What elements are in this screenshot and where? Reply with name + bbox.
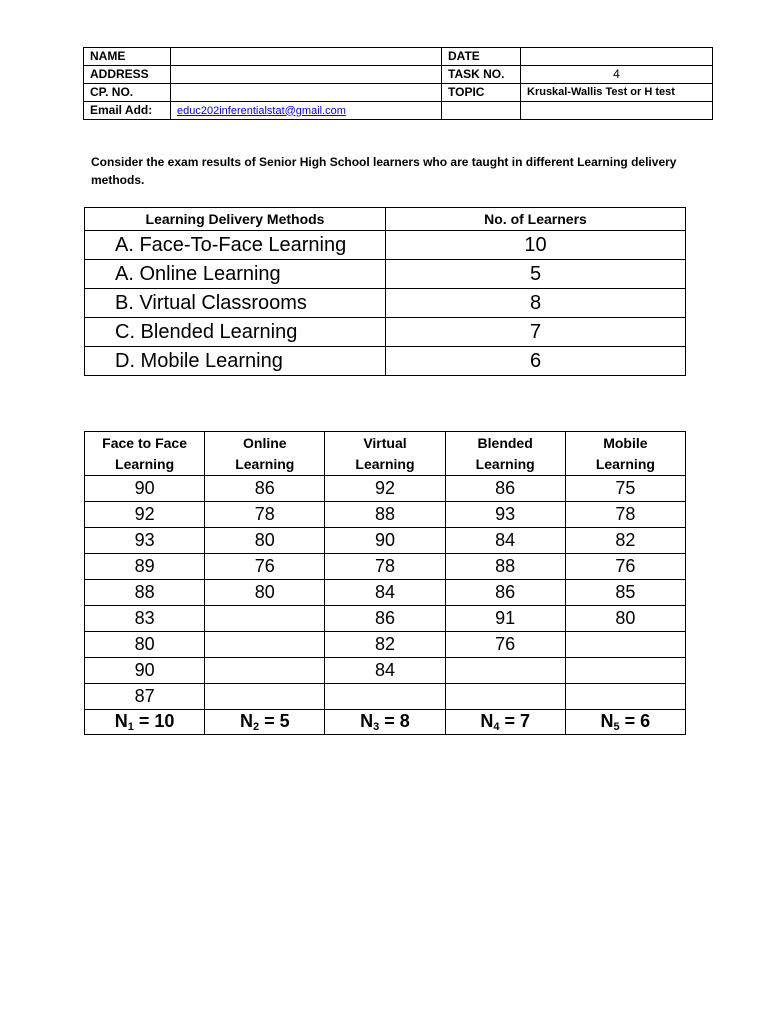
sample-size-symbol: N <box>239 711 253 731</box>
score-cell: 84 <box>325 658 445 684</box>
score-cell: 90 <box>325 528 445 554</box>
score-cell: 86 <box>325 606 445 632</box>
table-row <box>85 476 686 502</box>
score-cell <box>445 658 565 684</box>
header-line: Learning <box>235 455 295 472</box>
table-row <box>85 606 686 632</box>
email-link[interactable]: educ202inferentialstat@gmail.com <box>177 104 346 117</box>
score-cell <box>565 658 685 684</box>
sample-size-cell <box>85 710 205 735</box>
name-field[interactable] <box>171 48 442 66</box>
header-line: Learning <box>355 455 415 472</box>
sample-size-cell <box>325 710 445 735</box>
sample-size-symbol: N <box>360 711 374 731</box>
methods-header: Learning Delivery Methods <box>85 208 386 231</box>
topic-value: Kruskal-Wallis Test or H test <box>521 84 713 102</box>
score-cell <box>205 658 325 684</box>
table-row <box>85 632 686 658</box>
header-line: Blended <box>477 434 533 451</box>
delivery-methods-table <box>84 207 686 376</box>
header-line: Learning <box>115 455 175 472</box>
exam-scores-table <box>84 431 686 735</box>
sample-size-value: = 5 <box>259 711 290 731</box>
cp-label: CP. NO. <box>84 84 171 102</box>
column-header-blended <box>445 432 565 476</box>
score-cell: 76 <box>445 632 565 658</box>
email-label: Email Add: <box>84 102 171 120</box>
date-field[interactable] <box>521 48 713 66</box>
score-cell: 80 <box>205 528 325 554</box>
student-info-table <box>83 47 713 120</box>
score-cell <box>325 684 445 710</box>
learners-header: No. of Learners <box>386 208 686 231</box>
method-name: A. Face-To-Face Learning <box>85 231 386 260</box>
learner-count: 7 <box>386 318 686 347</box>
score-cell: 85 <box>565 580 685 606</box>
score-cell: 90 <box>85 658 205 684</box>
learner-count: 10 <box>386 231 686 260</box>
score-cell: 88 <box>445 554 565 580</box>
score-cell: 86 <box>205 476 325 502</box>
method-name: D. Mobile Learning <box>85 347 386 376</box>
score-cell <box>205 606 325 632</box>
empty-cell <box>521 102 713 120</box>
sample-size-symbol: N <box>600 711 614 731</box>
column-header-online <box>205 432 325 476</box>
method-name: C. Blended Learning <box>85 318 386 347</box>
topic-label: TOPIC <box>442 84 521 102</box>
score-cell: 84 <box>445 528 565 554</box>
header-line: Face to Face <box>102 434 187 451</box>
totals-row <box>85 710 686 735</box>
score-cell: 83 <box>85 606 205 632</box>
score-cell: 82 <box>325 632 445 658</box>
score-cell: 89 <box>85 554 205 580</box>
sample-size-value: = 7 <box>499 711 530 731</box>
table-row <box>85 318 686 347</box>
table-row <box>85 580 686 606</box>
score-cell: 75 <box>565 476 685 502</box>
address-label: ADDRESS <box>84 66 171 84</box>
task-label: TASK NO. <box>442 66 521 84</box>
sample-size-value: = 10 <box>133 711 175 731</box>
score-cell <box>565 632 685 658</box>
score-cell: 80 <box>85 632 205 658</box>
header-line: Learning <box>595 455 655 472</box>
sample-size-value: = 8 <box>379 711 410 731</box>
sample-size-cell <box>445 710 565 735</box>
address-field[interactable] <box>171 66 442 84</box>
score-cell: 92 <box>85 502 205 528</box>
method-name: A. Online Learning <box>85 260 386 289</box>
sample-size-subscript: 2 <box>252 721 260 733</box>
score-cell: 78 <box>205 502 325 528</box>
table-row <box>85 347 686 376</box>
sample-size-value: = 6 <box>619 711 651 731</box>
table-row <box>85 260 686 289</box>
score-cell: 93 <box>445 502 565 528</box>
score-cell <box>205 632 325 658</box>
score-cell: 87 <box>85 684 205 710</box>
score-cell: 78 <box>565 502 685 528</box>
score-cell: 93 <box>85 528 205 554</box>
score-cell: 86 <box>445 580 565 606</box>
sample-size-symbol: N <box>114 711 128 731</box>
score-cell: 84 <box>325 580 445 606</box>
score-cell: 86 <box>445 476 565 502</box>
sample-size-subscript: 5 <box>613 721 620 733</box>
header-line: Learning <box>475 455 535 472</box>
date-label: DATE <box>442 48 521 66</box>
table-row <box>85 658 686 684</box>
table-row <box>85 528 686 554</box>
header-line: Online <box>243 434 287 451</box>
sample-size-cell <box>565 710 685 735</box>
instructions-text: Consider the exam results of Senior High School learners who are taught in different Learning delivery methods. <box>91 155 677 187</box>
score-cell: 76 <box>565 554 685 580</box>
sample-size-subscript: 1 <box>127 721 134 733</box>
sample-size-cell <box>205 710 325 735</box>
score-cell <box>205 684 325 710</box>
table-row <box>85 502 686 528</box>
score-cell: 82 <box>565 528 685 554</box>
header-line: Mobile <box>603 434 648 451</box>
name-label: NAME <box>84 48 171 66</box>
score-cell <box>565 684 685 710</box>
email-cell <box>171 102 442 120</box>
column-header-mobile <box>565 432 685 476</box>
score-cell: 88 <box>325 502 445 528</box>
learner-count: 8 <box>386 289 686 318</box>
learner-count: 6 <box>386 347 686 376</box>
column-header-virtual <box>325 432 445 476</box>
score-cell <box>445 684 565 710</box>
empty-cell <box>442 102 521 120</box>
table-row <box>85 684 686 710</box>
score-cell: 90 <box>85 476 205 502</box>
table-row <box>85 554 686 580</box>
score-cell: 88 <box>85 580 205 606</box>
sample-size-subscript: 4 <box>493 721 500 733</box>
method-name: B. Virtual Classrooms <box>85 289 386 318</box>
header-line: Virtual <box>363 434 407 451</box>
sample-size-subscript: 3 <box>373 721 380 733</box>
scores-body <box>85 476 686 735</box>
learner-count: 5 <box>386 260 686 289</box>
score-cell: 92 <box>325 476 445 502</box>
score-cell: 78 <box>325 554 445 580</box>
sample-size-symbol: N <box>480 711 494 731</box>
task-number: 4 <box>521 66 713 84</box>
score-cell: 76 <box>205 554 325 580</box>
score-cell: 80 <box>205 580 325 606</box>
table-row <box>85 289 686 318</box>
column-header-face-to-face <box>85 432 205 476</box>
score-cell: 91 <box>445 606 565 632</box>
table-row <box>85 231 686 260</box>
score-cell: 80 <box>565 606 685 632</box>
cp-field[interactable] <box>171 84 442 102</box>
